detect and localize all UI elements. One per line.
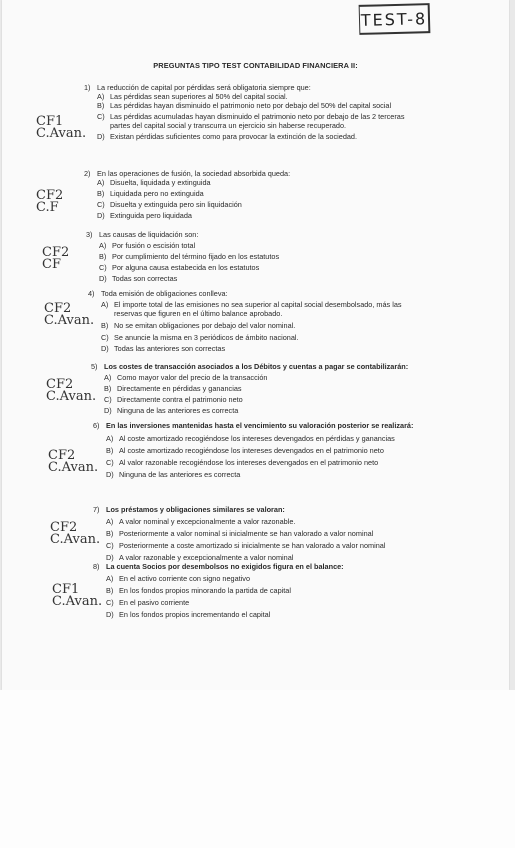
option-a: A) Al coste amortizado recogiéndose los intereses devengados en pérdidas y ganancias (106, 434, 395, 443)
question-number: 7) (93, 505, 100, 514)
option-c: C) Directamente contra el patrimonio neto (104, 395, 243, 404)
question-number: 2) (84, 169, 91, 178)
option-a: A) Disuelta, liquidada y extinguida (97, 178, 211, 187)
option-b: B) Liquidada pero no extinguida (97, 189, 204, 198)
handwritten-note-1: CF1 C.Avan. (36, 114, 87, 141)
handwritten-note-3: CF2 CF (42, 245, 70, 272)
option-b: B) No se emitan obligaciones por debajo del valor nominal. (101, 321, 296, 330)
question-text: La reducción de capital por pérdidas será obligatoria siempre que: (97, 83, 311, 92)
question-text: En las inversiones mantenidas hasta el vencimiento su valoración posterior se realizará: (106, 421, 414, 430)
question-text: Las causas de liquidación son: (99, 230, 199, 239)
question-8 (93, 562, 446, 619)
option-c: C) Por alguna causa estabecida en los estatutos (99, 263, 260, 272)
blank-background (0, 690, 515, 848)
option-c: C) Se anuncie la misma en 3 periódicos de ámbito nacional. (101, 333, 299, 342)
page-title: PREGUNTAS TIPO TEST CONTABILIDAD FINANCIERA II: (153, 61, 358, 70)
question-text: Los costes de transacción asociados a los Débitos y cuentas a pagar se contabilizarán: (104, 362, 409, 371)
option-d: D) Extinguida pero liquidada (97, 211, 192, 220)
option-c: C) Las pérdidas acumuladas hayan disminuido el patrimonio neto por debajo de las 2 terceras partes del capital social y transcurra un ejercicio sin haberse recuperado. (97, 112, 405, 130)
option-a: A) Como mayor valor del precio de la transacción (104, 373, 268, 382)
option-d: D) A valor razonable y excepcionalmente a valor nominal (106, 553, 294, 562)
option-a: A) El importe total de las emisiones no sea superior al capital social desembolsado, más las reservas que figuren en el último balance aprobado. (101, 300, 402, 318)
question-number: 6) (93, 421, 100, 430)
option-c: C) Disuelta y extinguida pero sin liquidación (97, 200, 242, 209)
handwritten-note-4: CF2 C.Avan. (44, 301, 95, 328)
option-a: A) Las pérdidas sean superiores al 50% del capital social. (97, 92, 288, 101)
handwritten-note-6: CF2 C.Avan. (48, 448, 99, 475)
option-d: D) Ninguna de las anteriores es correcta (106, 470, 241, 479)
option-d: D) En los fondos propios incrementando el capital (106, 610, 271, 619)
option-b: B) Directamente en pérdidas y ganancias (104, 384, 242, 393)
option-b: B) Por cumplimiento del término fijado en los estatutos (99, 252, 280, 261)
option-a: A) Por fusión o escisión total (99, 241, 196, 250)
handwritten-note-8: CF1 C.Avan. (52, 582, 103, 609)
question-number: 3) (86, 230, 93, 239)
option-b: B) Posteriormente a valor nominal si inicialmente se han valorado a valor nominal (106, 529, 374, 538)
question-text: La cuenta Socios por desembolsos no exigidos figura en el balance: (106, 562, 344, 571)
question-number: 4) (88, 289, 95, 298)
option-b: B) Al coste amortizado recogiéndose los intereses devengados en el patrimonio neto (106, 446, 384, 455)
option-d: D) Ninguna de las anteriores es correcta (104, 406, 239, 415)
question-number: 8) (93, 562, 100, 571)
test-number-stamp: TEST-8 (359, 3, 431, 35)
question-2 (84, 169, 417, 220)
question-7 (93, 505, 446, 562)
question-number: 5) (91, 362, 98, 371)
question-text: Los préstamos y obligaciones similares se valoran: (106, 505, 285, 514)
handwritten-note-7: CF2 C.Avan. (50, 520, 101, 547)
option-b: B) Las pérdidas hayan disminuido el patrimonio neto por debajo del 50% del capital social (97, 101, 392, 110)
question-number: 1) (84, 83, 91, 92)
option-c: C) Posteriormente a coste amortizado si inicialmente se han valorado a valor nominal (106, 541, 386, 550)
handwritten-note-5: CF2 C.Avan. (46, 377, 97, 404)
option-a: A) A valor nominal y excepcionalmente a valor razonable. (106, 517, 296, 526)
option-d: D) Todas son correctas (99, 274, 178, 283)
option-d: D) Todas las anteriores son correctas (101, 344, 226, 353)
option-d: D) Existan pérdidas suficientes como para provocar la extinción de la sociedad. (97, 132, 358, 141)
question-text: Toda emisión de obligaciones conlleva: (101, 289, 228, 298)
question-6 (93, 421, 421, 479)
option-c: C) Al valor razonable recogiéndose los intereses devengados en el patrimonio neto (106, 458, 379, 467)
option-c: C) En el pasivo corriente (106, 598, 190, 607)
question-3 (86, 230, 419, 283)
question-4 (88, 289, 421, 353)
scanned-page (2, 0, 509, 690)
option-b: B) En los fondos propios minorando la partida de capital (106, 586, 291, 595)
question-1 (84, 83, 405, 141)
question-5 (91, 362, 444, 415)
option-a: A) En el activo corriente con signo negativo (106, 574, 251, 583)
handwritten-note-2: CF2 C.F (36, 188, 64, 215)
question-text: En las operaciones de fusión, la sociedad absorbida queda: (97, 169, 291, 178)
